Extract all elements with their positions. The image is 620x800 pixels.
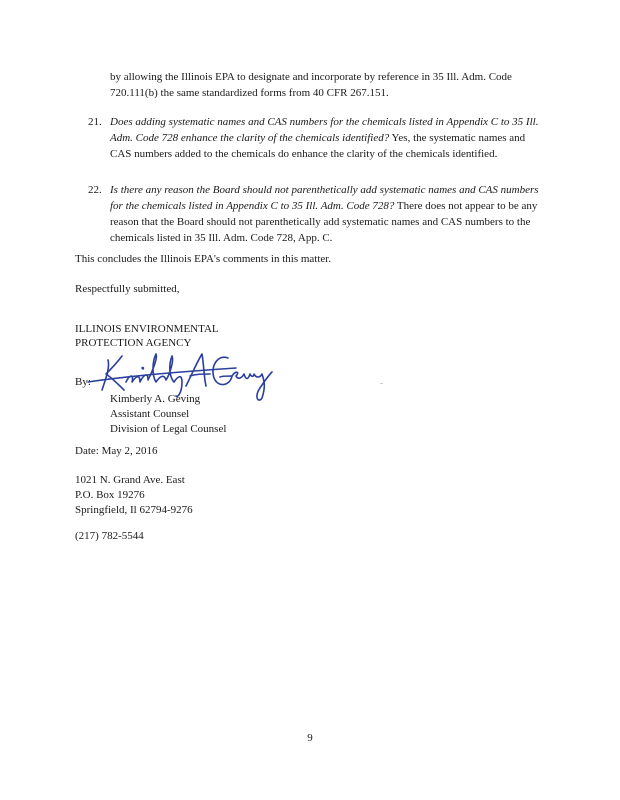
item-answer: Yes, the systematic names and CAS numbers added to the chemicals do enhance the clarity of the chemicals identified. (110, 132, 526, 160)
address-block (75, 473, 193, 518)
address-street: 1021 N. Grand Ave. East (75, 474, 185, 486)
item-question: Is there any reason the Board should not parenthetically add systematic names and CAS numbers for the chemicals listed in Appendix C to 35 Ill. Adm. Code 728? (110, 184, 539, 212)
address-po-box: P.O. Box 19276 (75, 489, 145, 501)
item-22 (88, 182, 542, 246)
scan-speck (380, 383, 383, 384)
item-number: 21. (88, 116, 102, 128)
phone-number: (217) 782-5544 (75, 530, 144, 542)
signer-title: Assistant Counsel (110, 408, 190, 420)
agency-line-1: ILLINOIS ENVIRONMENTAL (75, 323, 219, 335)
continued-paragraph: by allowing the Illinois EPA to designate and incorporate by reference in 35 Ill. Adm. Code 720.111(b) the same standardized forms from 40 CFR 267.151. (110, 71, 512, 99)
signer-name: Kimberly A. Geving (110, 393, 201, 405)
agency-line-2: PROTECTION AGENCY (75, 337, 192, 349)
closing-text: Respectfully submitted, (75, 283, 180, 295)
signer-block (110, 392, 226, 437)
item-answer: There does not appear to be any reason that the Board should not parenthetically add systematic names and CAS numbers to the chemicals listed in 35 Ill. Adm. Code 728, App. C. (110, 200, 538, 244)
date-line: Date: May 2, 2016 (75, 445, 158, 457)
item-21 (88, 114, 542, 162)
by-label: By: (75, 376, 91, 388)
item-question: Does adding systematic names and CAS numbers for the chemicals listed in Appendix C to 35 Ill. Adm. Code 728 enhance the clarity of the chemicals identified? (110, 116, 539, 144)
conclusion-text: This concludes the Illinois EPA's comments in this matter. (75, 253, 332, 265)
address-city: Springfield, Il 62794-9276 (75, 504, 193, 516)
item-number: 22. (88, 184, 102, 196)
page-number: 9 (307, 732, 313, 744)
signer-division: Division of Legal Counsel (110, 423, 227, 435)
